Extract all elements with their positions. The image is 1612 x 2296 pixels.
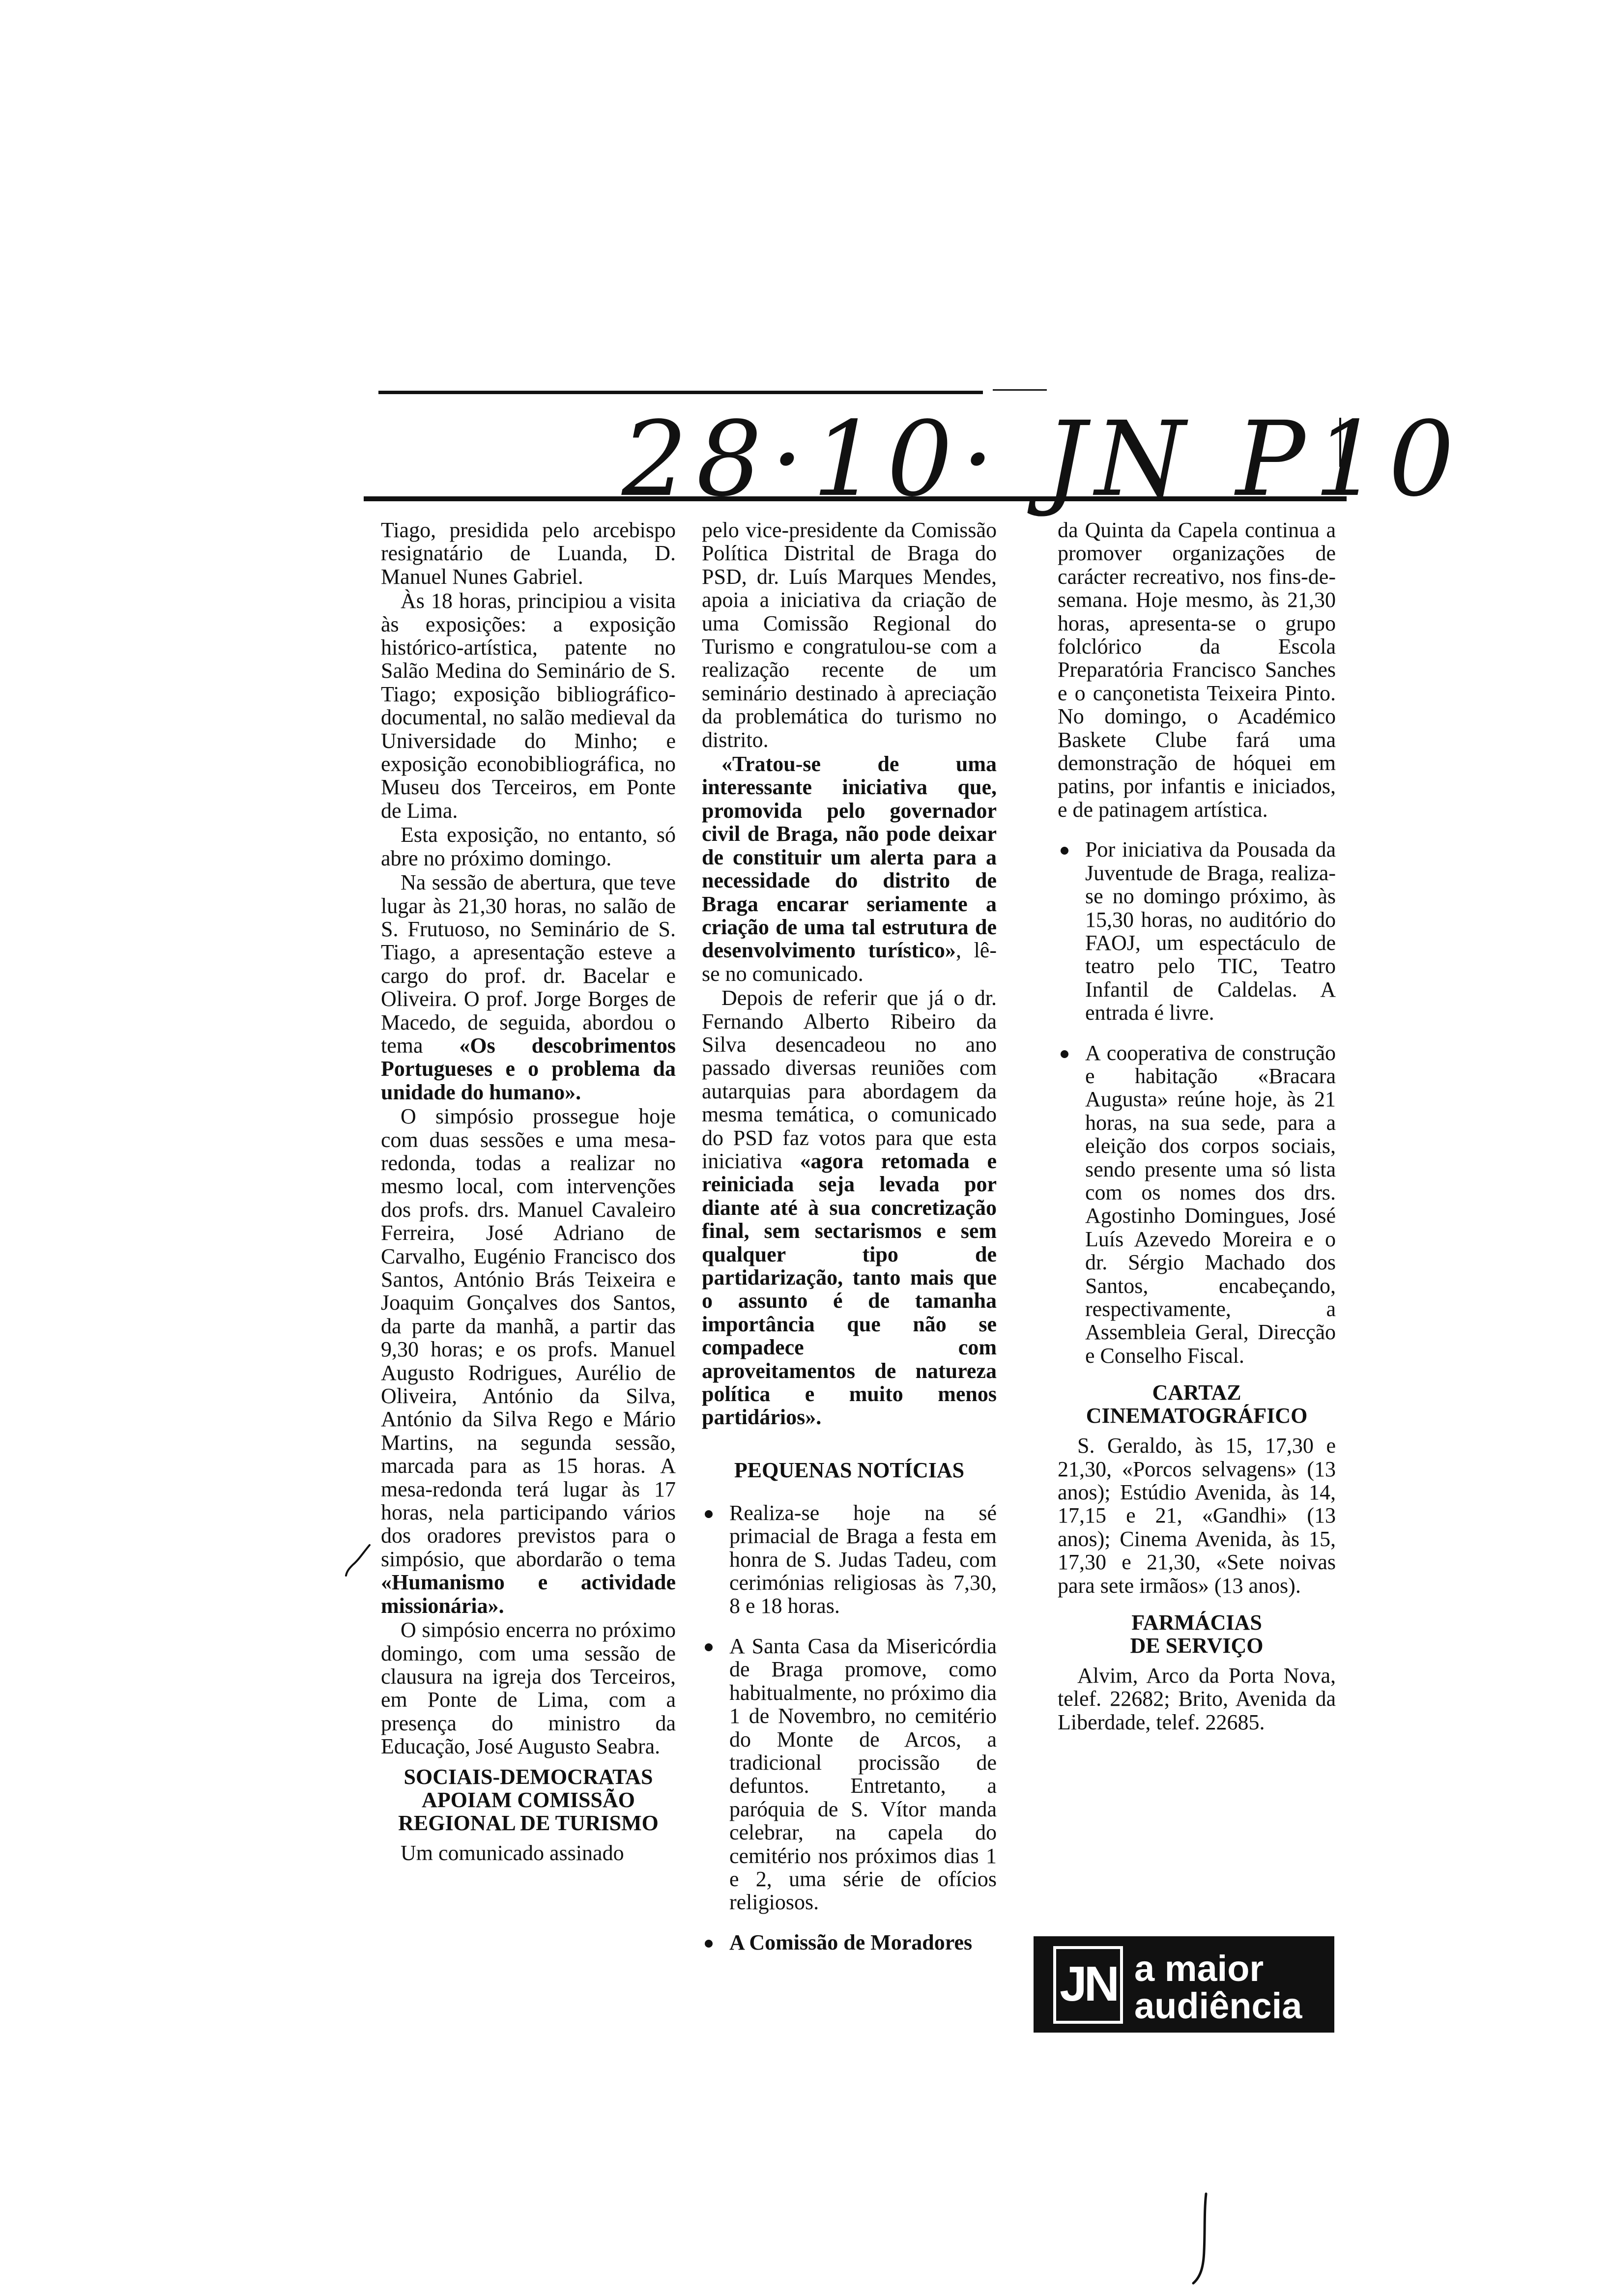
top-rule bbox=[378, 391, 983, 394]
news-item bbox=[1058, 838, 1336, 1024]
column-1 bbox=[381, 518, 676, 1865]
bullet-dot-icon bbox=[1061, 847, 1068, 855]
news-item bbox=[1058, 1041, 1336, 1368]
article-paragraph bbox=[381, 1105, 676, 1617]
news-item-text: A Comissão de Moradores bbox=[729, 1930, 973, 1954]
column-3 bbox=[1058, 518, 1336, 1734]
bold-quote: «agora retomada e reiniciada seja levada por diante até à sua concretização final, sem sectarismos e sem qualquer tipo de partidarização, tanto mais que o assunto é de tamanha importância que não se compadece com aproveitamentos de natureza política e muito menos partidários». bbox=[702, 1148, 997, 1430]
cartaz-listings: S. Geraldo, às 15, 17,30 e 21,30, «Porcos selvagens» (13 anos); Estúdio Avenida, às 14, 17,15 e 21, «Gandhi» (13 anos); Cinema Avenida, às 15, 17,30 e 21,30, «Sete noivas para sete irmãos» (13 anos). bbox=[1058, 1434, 1336, 1598]
slogan-line: a maior bbox=[1134, 1948, 1264, 1989]
title-line: DE SERVIÇO bbox=[1130, 1634, 1264, 1658]
column-2 bbox=[702, 518, 997, 1954]
jn-advertisement bbox=[1034, 1936, 1334, 2033]
bold-quote: «Humanismo e actividade missionária». bbox=[381, 1570, 676, 1618]
bullet-dot-icon bbox=[705, 1940, 713, 1948]
handwritten-date-note: 28·10· JN P10 bbox=[622, 399, 1463, 519]
bold-quote: «Tratou-se de uma interessante iniciativa que, promovida pelo governador civil de Braga, não pode deixar de constituir um alerta para a necessidade do distrito de Braga encarar seriamente a criação de uma tal estrutura de desenvolvimento turístico» bbox=[702, 752, 997, 963]
cartaz-title bbox=[1058, 1381, 1336, 1427]
bold-quote: «Os descobrimentos Portugueses e o problema da unidade do humano». bbox=[381, 1033, 676, 1104]
title-line: FARMÁCIAS bbox=[1131, 1610, 1262, 1635]
farmacias-title bbox=[1058, 1611, 1336, 1657]
headline-line: APOIAM COMISSÃO bbox=[422, 1787, 635, 1812]
article-paragraph: Esta exposição, no entanto, só abre no próximo domingo. bbox=[381, 823, 676, 870]
top-rule-extension bbox=[993, 389, 1047, 391]
ad-slogan bbox=[1134, 1950, 1302, 2025]
farmacias-listings: Alvim, Arco da Porta Nova, telef. 22682; Brito, Avenida da Liberdade, telef. 22685. bbox=[1058, 1664, 1336, 1734]
headline-line: SOCIAIS-DEMOCRATAS bbox=[403, 1764, 653, 1789]
article-paragraph: pelo vice-presidente da Comissão Política Distrital de Braga do PSD, dr. Luís Marques Mendes, apoia a iniciativa da criação de uma Comissão Regional do Turismo e congratulou-se com a realização recente de um seminário destinado à apreciação da problemática do turismo no distrito. bbox=[702, 518, 997, 752]
article-paragraph bbox=[702, 986, 997, 1429]
title-line: CARTAZ bbox=[1152, 1380, 1241, 1405]
pen-signature-mark bbox=[1189, 2192, 1219, 2285]
title-line: CINEMATOGRÁFICO bbox=[1086, 1404, 1308, 1428]
news-item-text: Realiza-se hoje na sé primacial de Braga a festa em honra de S. Judas Tadeu, com cerimónias religiosas às 7,30, 8 e 18 horas. bbox=[729, 1500, 997, 1618]
bullet-dot-icon bbox=[1061, 1050, 1068, 1058]
bullet-dot-icon bbox=[705, 1643, 713, 1651]
paragraph-text: O simpósio prossegue hoje com duas sessões e uma mesa-redonda, todas a realizar no mesmo local, com intervenções dos profs. drs. Manuel Cavaleiro Ferreira, José Adriano de Carvalho, Eugénio Francisco dos Santos, António Brás Teixeira e Joaquim Gonçalves dos Santos, da parte da manhã, a partir das 9,30 horas; e os profs. Manuel Augusto Rodrigues, Aurélio de Oliveira, António da Silva, António da Silva Rego e Mário Martins, na segunda sessão, marcada para as 15 horas. A mesa-redonda terá lugar às 17 horas, nela participando vários dos oradores previstos para o simpósio, que abordarão o tema bbox=[381, 1104, 676, 1571]
paragraph-text: Depois de referir que já o dr. Fernando Alberto Ribeiro da Silva desencadeou no ano passado diversas reuniões com autarquias para abordagem da mesma temática, o comunicado do PSD faz votos para que esta iniciativa bbox=[702, 986, 997, 1173]
news-item bbox=[702, 1635, 997, 1914]
news-item bbox=[702, 1501, 997, 1618]
paragraph-text: , lê-se no comunicado. bbox=[702, 938, 997, 986]
article-paragraph: da Quinta da Capela continua a promover organizações de carácter recreativo, nos fins-de-semana. Hoje mesmo, às 21,30 horas, apresenta-se o grupo folclórico da Escola Preparatória Francisco Sanches e o cançonetista Teixeira Pinto. No domingo, o Académico Baskete Clube fará uma demonstração de hóquei em patins, por infantis e iniciados, e de patinagem artística. bbox=[1058, 518, 1336, 822]
bullet-dot-icon bbox=[705, 1510, 713, 1518]
news-item-text: A cooperativa de construção e habitação «Bracara Augusta» reúne hoje, às 21 horas, na sua sede, para a eleição dos corpos sociais, sendo presente uma só lista com os nomes dos drs. Agostinho Domingues, José Luís Azevedo Moreira e o dr. Sérgio Machado dos Santos, encabeçando, respectivamente, a Assembleia Geral, Direcção e Conselho Fiscal. bbox=[1085, 1040, 1336, 1368]
article-headline bbox=[381, 1765, 676, 1835]
jn-logo: JN bbox=[1060, 1956, 1117, 2011]
article-paragraph bbox=[702, 752, 997, 985]
article-paragraph: Tiago, presidida pelo arcebispo resignatário de Luanda, D. Manuel Nunes Gabriel. bbox=[381, 518, 676, 589]
news-item-text: Por iniciativa da Pousada da Juventude de Braga, realiza-se no domingo próximo, às 15,30 horas, no auditório do FAOJ, um espectáculo de teatro pelo TIC, Teatro Infantil de Caldelas. A entrada é livre. bbox=[1085, 837, 1336, 1025]
news-item-text: A Santa Casa da Misericórdia de Braga promove, como habitualmente, no próximo dia 1 de Novembro, no cemitério do Monte de Arcos, a tradicional procissão de defuntos. Entretanto, a paróquia de S. Vítor manda celebrar, na capela do cemitério nos próximos dias 1 e 2, uma série de ofícios religiosos. bbox=[729, 1634, 997, 1915]
paragraph-text: Na sessão de abertura, que teve lugar às 21,30 horas, no salão de S. Frutuoso, no Seminário de S. Tiago, a apresentação esteve a cargo do prof. dr. Bacelar e Oliveira. O prof. Jorge Borges de Macedo, de seguida, abordou o tema bbox=[381, 870, 676, 1058]
news-item bbox=[702, 1931, 997, 1954]
slogan-line: audiência bbox=[1134, 1985, 1302, 2026]
article-paragraph bbox=[381, 871, 676, 1104]
article-paragraph: Às 18 horas, principiou a visita às exposições: a exposição histórico-artística, patente no Salão Medina do Seminário de S. Tiago; exposição bibliográfico-documental, no salão medieval da Universidade do Minho; e exposição econobibliográfica, no Museu dos Terceiros, em Ponte de Lima. bbox=[381, 589, 676, 823]
headline-line: REGIONAL DE TURISMO bbox=[398, 1810, 659, 1835]
pen-tick-mark bbox=[344, 1543, 374, 1578]
article-paragraph: Um comunicado assinado bbox=[401, 1840, 624, 1865]
section-title: PEQUENAS NOTÍCIAS bbox=[734, 1458, 965, 1482]
article-paragraph: O simpósio encerra no próximo domingo, com uma sessão de clausura na igreja dos Terceiros, em Ponte de Lima, com a presença do ministro da Educação, José Augusto Seabra. bbox=[381, 1618, 676, 1759]
